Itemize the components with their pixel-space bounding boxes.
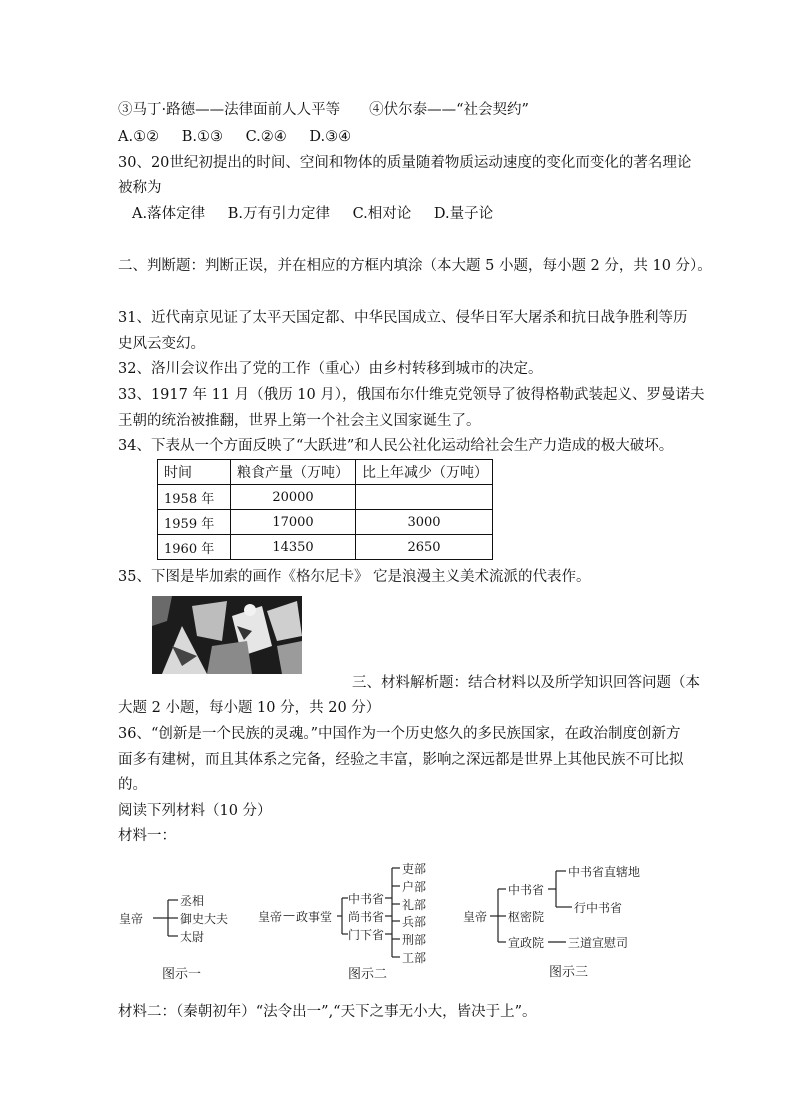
- material-2-line: 材料二：（秦朝初年）“法令出一”,“天下之事无小大，皆决于上”。: [118, 1004, 537, 1020]
- diagram-3-branch: 枢密院: [508, 910, 545, 924]
- table-cell: 2650: [356, 535, 493, 560]
- diagram-2-ministry: 吏部: [402, 862, 427, 876]
- diagram-2-ministry: 户部: [402, 880, 427, 894]
- table-cell: 20000: [231, 485, 356, 510]
- diagram-3-sub: 行中书省: [574, 901, 623, 915]
- q32-line-1: 32、洛川会议作出了党的工作（重心）由乡村转移到城市的决定。: [118, 361, 543, 377]
- q33-line-2: 王朝的统治被推翻，世界上第一个社会主义国家诞生了。: [118, 413, 481, 429]
- q36-line-4: 阅读下列材料（10 分）: [118, 803, 272, 819]
- q36-line-5: 材料一：: [118, 828, 176, 844]
- q30-line-1: 30、20世纪初提出的时间、空间和物体的质量随着物质运动速度的变化而变化的著名理论: [118, 155, 692, 171]
- diagram-2-emperor: 皇帝: [258, 910, 283, 924]
- diagram-1-item: 丞相: [180, 894, 205, 908]
- diagram-3-branch: 中书省: [508, 883, 545, 897]
- table-header-cell: 粮食产量（万吨）: [231, 460, 356, 485]
- q36-line-3: 的。: [118, 777, 147, 793]
- table-cell: 17000: [231, 510, 356, 535]
- diagram-2-dash: —: [283, 908, 295, 922]
- table-cell: 1959 年: [158, 510, 231, 535]
- diagram-2-province: 尚书省: [348, 910, 385, 924]
- q36-line-1: 36、“创新是一个民族的灵魂。”中国作为一个历史悠久的多民族国家，在政治制度创新方: [118, 726, 681, 742]
- diagram-3-branch: 宣政院: [508, 936, 545, 950]
- q30-option-b[interactable]: B.万有引力定律: [227, 206, 330, 222]
- diagram-2-ministry: 工部: [402, 951, 427, 965]
- diagram-1-item: 御史大夫: [180, 912, 229, 926]
- diagram-2-ministry: 刑部: [402, 933, 427, 947]
- q31-line-2: 史风云变幻。: [118, 336, 205, 352]
- q29-statement-line: ③马丁·路德——法律面前人人平等 ④伏尔泰——“社会契约”: [118, 102, 529, 118]
- q30-line-2: 被称为: [118, 180, 162, 196]
- table-cell: 1960 年: [158, 535, 231, 560]
- diagram-3-sub: 中书省直辖地: [568, 865, 641, 879]
- diagram-2-mid: 政事堂: [296, 910, 333, 924]
- q29-option-c[interactable]: C.②④: [245, 129, 287, 145]
- table-header-cell: 比上年减少（万吨）: [356, 460, 493, 485]
- q31-line-1: 31、近代南京见证了太平天国定都、中华民国成立、侵华日军大屠杀和抗日战争胜利等历: [118, 310, 688, 326]
- q36-line-2: 面多有建树，而且其体系之完备，经验之丰富，影响之深远都是世界上其他民族不可比拟: [118, 752, 684, 768]
- section-2-heading: 二、判断题：判断正误，并在相应的方框内填涂（本大题 5 小题，每小题 2 分，共 10 分）。: [118, 258, 712, 274]
- diagram-2-province: 中书省: [348, 892, 385, 906]
- q29-option-b[interactable]: B.①③: [181, 129, 223, 145]
- section-3-heading-line-1: 三、材料解析题：结合材料以及所学知识回答问题（本: [352, 675, 700, 691]
- diagram-1-item: 太尉: [180, 930, 205, 944]
- diagram-2-ministry: 礼部: [402, 898, 427, 912]
- diagram-2-province: 门下省: [348, 928, 385, 942]
- q30-option-c[interactable]: C.相对论: [352, 206, 412, 222]
- diagram-1-emperor: 皇帝: [119, 912, 144, 926]
- diagram-3-emperor: 皇帝: [463, 910, 488, 924]
- q35-line-1: 35、下图是毕加索的画作《格尔尼卡》 它是浪漫主义美术流派的代表作。: [118, 569, 591, 585]
- table-cell: 3000: [356, 510, 493, 535]
- q33-line-1: 33、1917 年 11 月（俄历 10 月），俄国布尔什维克党领导了彼得格勒武装起义、罗曼诺夫: [118, 387, 705, 403]
- table-header-cell: 时间: [158, 460, 231, 485]
- diagram-3-caption: 图示三: [549, 965, 589, 980]
- table-cell: 1958 年: [158, 485, 231, 510]
- table-cell: 14350: [231, 535, 356, 560]
- diagram-3-sub: 三道宣慰司: [568, 936, 629, 950]
- q29-option-a[interactable]: A.①②: [118, 129, 160, 145]
- q30-option-a[interactable]: A.落体定律: [132, 206, 206, 222]
- section-3-heading-line-2: 大题 2 小题，每小题 10 分，共 20 分）: [118, 700, 381, 716]
- q34-line-1: 34、下表从一个方面反映了“大跃进”和人民公社化运动给社会生产力造成的极大破坏。: [118, 438, 674, 454]
- q30-option-d[interactable]: D.量子论: [433, 206, 494, 222]
- q29-option-d[interactable]: D.③④: [309, 129, 352, 145]
- diagram-1-caption: 图示一: [162, 967, 202, 982]
- diagram-2-ministry: 兵部: [402, 915, 427, 929]
- diagram-2-caption: 图示二: [348, 967, 388, 982]
